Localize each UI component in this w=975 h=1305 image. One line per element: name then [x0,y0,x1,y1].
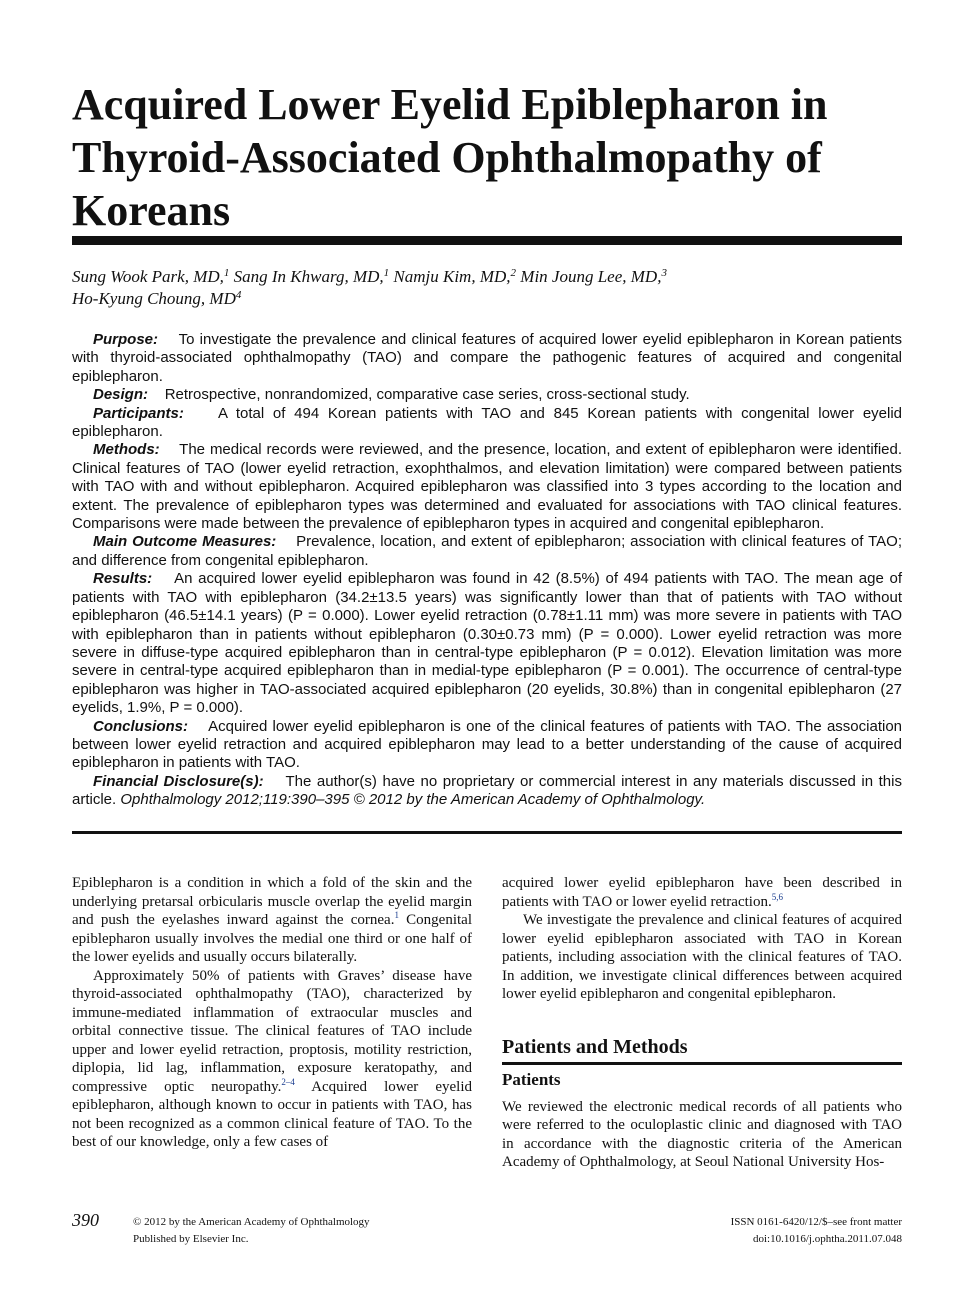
body-column-left [72,874,472,1152]
body-paragraph: We investigate the prevalence and clinical features of acquired lower eyelid epiblepharon associated with TAO in Korean patients, including association with the clinical features of TAO. In addition, we investigate clinical differences between acquired lower eyelid epiblepharon and congenital epiblepharon. [502,912,902,1002]
abstract-results [72,570,902,717]
title-rule [72,236,902,245]
body-text: Acquired lower eyelid epiblepharon, although known to occur in patients with TAO, has not been recognized as a common clinical feature of TAO. To the best of our knowledge, only a few cases of [72,1078,472,1150]
author-name: Sung Wook Park, MD, [72,267,224,286]
author-name: Sang In Khwarg, MD, [233,267,384,286]
abstract [72,331,902,810]
abstract-label: Participants: [93,404,184,422]
copyright-line: © 2012 by the American Academy of Ophthalmology [133,1216,370,1228]
author-affiliation: 1 [383,267,390,279]
author-list [72,266,902,310]
body-paragraph [72,967,472,1152]
author-affiliation: 2 [510,267,517,279]
author-affiliation: 3 [661,267,667,279]
publisher-line: Published by Elsevier Inc. [133,1233,249,1245]
reference-link[interactable]: 5,6 [771,891,783,902]
abstract-design [72,386,902,404]
abstract-label: Methods: [93,441,160,459]
author-name: Min Joung Lee, MD, [520,267,662,286]
abstract-text: Retrospective, nonrandomized, comparative case series, cross-sectional study. [164,386,690,404]
abstract-text: To investigate the prevalence and clinical features of acquired lower eyelid epiblepharon in Korean patients with thyroid-associated ophthalmopathy (TAO) and compare the pathogenic features of acquired and congenital epiblepharon. [72,331,902,385]
abstract-text: The medical records were reviewed, and the presence, location, and extent of epiblepharon were identified. Clinical features of TAO (lower eyelid retraction, exophthalmos, and elevation limitation) were compared between patients with TAO with and without epiblepharon. Acquired epiblepharon was classified into 3 types according to the location and extent. The prevalence of epiblepharon types was determined and evaluated for associations with TAO clinical features. Comparisons were made between the prevalence of epiblepharon types in acquired and congenital epiblepharon. [72,441,903,533]
section-rule [502,1062,902,1065]
body-text: Congenital epiblepharon usually involves the medial one third or one half of the lower eyelids and usually occurs bilaterally. [72,912,473,965]
abstract-label: Design: [93,386,149,404]
abstract-text: The author(s) have no proprietary or commercial interest in any materials discussed in this article. [72,772,902,809]
doi-line: doi:10.1016/j.ophtha.2011.07.048 [752,1233,902,1245]
issn-line: ISSN 0161-6420/12/$–see front matter [730,1216,902,1228]
abstract-disclosure [72,773,902,810]
reference-link[interactable]: 1 [394,910,399,920]
page-number: 390 [72,1210,99,1230]
journal-citation: Ophthalmology 2012;119:390–395 © 2012 by the American Academy of Ophthalmology. [120,791,706,809]
subsection-heading: Patients [502,1070,561,1089]
abstract-methods [72,441,902,533]
section-heading: Patients and Methods [502,1035,688,1058]
abstract-text: An acquired lower eyelid epiblepharon was found in 42 (8.5%) of 494 patients with TAO. The mean age of patients with TAO with epiblepharon (34.2±13.5 years) was significantly lower than that of patients with TAO without epiblepharon (46.5±14.1 years) (P = 0.000). Lower eyelid retraction (0.78±1.11 mm) was more severe in patients with TAO with epiblepharon than in patients without epiblepharon (0.30±0.73 mm) (P = 0.000). Lower eyelid retraction was more severe in diffuse-type acquired epiblepharon than in central-type epiblepharon (P = 0.012). Elevation limitation was more severe in central-type acquired epiblepharon than in medial-type epiblepharon (P = 0.001). The occurrence of central-type epiblepharon was higher in TAO-associated acquired epiblepharon (20 eyelids, 30.8%) than in congenital epiblepharon (27 eyelids, 1.9%, P = 0.000). [72,570,903,717]
footer-identifiers [731,1214,902,1248]
body-paragraph [502,874,902,911]
author-name: Ho-Kyung Choung, MD [72,289,236,308]
abstract-label: Purpose: [93,331,159,348]
author-name: Namju Kim, MD, [393,267,511,286]
abstract-label: Main Outcome Measures: [93,533,277,551]
abstract-participants [72,405,902,442]
footer-copyright-block [133,1214,370,1248]
reference-link[interactable]: 2–4 [281,1076,295,1087]
abstract-text: Acquired lower eyelid epiblepharon is one of the clinical features of patients with TAO. The association between lower eyelid retraction and acquired epiblepharon may lead to a better understanding of the cause of acquired epiblepharon in patients with TAO. [72,717,902,772]
abstract-text: Prevalence, location, and extent of epiblepharon; association with clinical features of TAO; and difference from congenital epiblepharon. [72,533,902,569]
author-affiliation: 1 [223,267,230,279]
abstract-label: Financial Disclosure(s): [93,772,264,790]
body-text: Epiblepharon is a condition in which a fold of the skin and the underlying pretarsal orbicularis muscle overlap the eyelid margin and push the eyelashes inward against the cornea. [72,875,472,928]
article-title: Acquired Lower Eyelid Epiblepharon in Thyroid-Associated Ophthalmopathy of Koreans [72,80,828,235]
abstract-text: A total of 494 Korean patients with TAO and 845 Korean patients with congenital lower eyelid epiblepharon. [72,404,903,441]
abstract-outcome [72,533,902,570]
body-column-right [502,874,902,1172]
body-text: Approximately 50% of patients with Graves’ disease have thyroid-associated ophthalmopathy (TAO), characterized by immune-mediated inflammation of extraocular muscles and orbital connective tissue. The clinical features of TAO include upper and lower eyelid retraction, proptosis, motility restriction, diplopia, lid lag, inflammation, exposure keratopathy, and compressive optic neuropathy. [72,967,472,1095]
abstract-conclusions [72,718,902,773]
author-affiliation: 4 [235,289,242,301]
body-paragraph [72,874,472,967]
abstract-label: Conclusions: [93,717,189,735]
abstract-label: Results: [93,570,153,588]
abstract-purpose [72,331,902,386]
body-paragraph: We reviewed the electronic medical records of all patients who were referred to the oculoplastic clinic and diagnosed with TAO in accordance with the diagnostic criteria of the American Academy of Ophthalmology, at Seoul National University Hos- [502,1098,902,1170]
abstract-rule [72,831,902,834]
body-text: acquired lower eyelid epiblepharon have been described in patients with TAO or lower eyelid retraction. [502,875,902,910]
